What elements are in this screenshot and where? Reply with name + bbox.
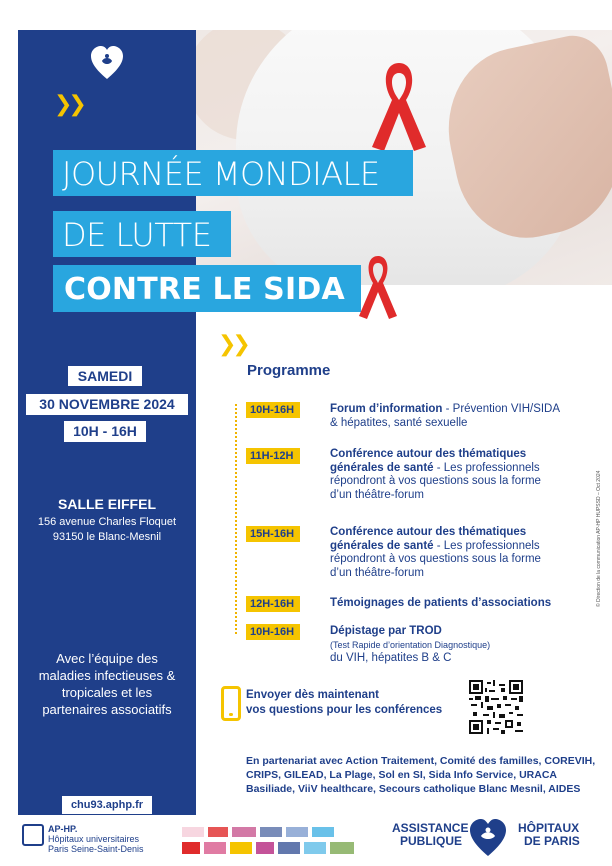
item-desc-2: & hépatites, santé sexuelle xyxy=(330,416,468,429)
venue-address-1: 156 avenue Charles Floquet xyxy=(37,516,177,528)
footer-org-3: Paris Seine-Saint-Denis xyxy=(48,844,144,854)
time-tag: 12H-16H xyxy=(246,596,300,612)
item-title: Conférence autour des thématiques xyxy=(330,526,527,538)
phone-button xyxy=(229,713,233,716)
item-title: Conférence autour des thématiques xyxy=(330,448,527,460)
item-title: Dépistage par TROD xyxy=(330,625,442,637)
event-date: 30 NOVEMBRE 2024 xyxy=(26,394,188,415)
title-line-3: CONTRE LE SIDA xyxy=(53,265,361,312)
time-tag: 11H-12H xyxy=(246,448,300,464)
phone-icon xyxy=(221,686,241,721)
program-item xyxy=(330,625,600,666)
program-item xyxy=(330,526,600,580)
item-title-2: générales de santé xyxy=(330,461,434,474)
aphp-heart-icon xyxy=(90,45,124,81)
timeline-line xyxy=(235,404,237,634)
chevron-double-icon: ❯❯ xyxy=(218,332,247,357)
event-hours: 10H - 16H xyxy=(64,421,146,442)
aphp-right xyxy=(518,822,580,848)
item-title-2: générales de santé xyxy=(330,539,434,552)
chevron-double-icon: ❯❯ xyxy=(54,92,83,117)
cta-text xyxy=(246,688,442,718)
footer-org-1: AP-HP. xyxy=(48,824,78,834)
program-item xyxy=(330,403,600,430)
time-tag: 10H-16H xyxy=(246,624,300,640)
aphp-left-1: ASSISTANCE xyxy=(392,821,469,835)
cta-line-2: vos questions pour les conférences xyxy=(246,704,443,716)
aphp-left-2: PUBLIQUE xyxy=(400,834,463,848)
item-note: (Test Rapide d’orientation Diagnostique) xyxy=(330,639,491,650)
item-desc-3: d’un théâtre-forum xyxy=(330,488,424,501)
program-item xyxy=(330,597,600,611)
red-ribbon-icon xyxy=(364,55,434,155)
red-ribbon-icon xyxy=(354,252,402,322)
team-text: Avec l’équipe des maladies infectieuses & tropicales et les partenaires associatifs xyxy=(38,651,176,717)
partners-text: En partenariat avec Action Traitement, Comité des familles, COREVIH, CRIPS, GILEAD, La Plage, Sol en SI, Sida Info Service, URACA Basiliade, ViiV healthcare, Secours catholique Blanc Mesnil, AIDES xyxy=(246,755,596,795)
item-desc: du VIH, hépatites B & C xyxy=(330,652,452,664)
venue-address-2: 93150 le Blanc-Mesnil xyxy=(52,531,162,543)
time-tag: 15H-16H xyxy=(246,526,300,542)
title-line-2: DE LUTTE xyxy=(53,211,231,257)
program-item xyxy=(330,448,600,502)
credit-text: © Direction de la communication AP-HP HUPSSD – Oct 2024 xyxy=(596,470,602,607)
aphp-left xyxy=(392,822,468,848)
item-desc-2: répondront à vos questions sous la forme xyxy=(330,475,541,487)
aphp-right-1: HÔPITAUX xyxy=(518,821,580,835)
item-desc-3: d’un théâtre-forum xyxy=(330,566,424,579)
item-title: Forum d’information xyxy=(330,403,443,415)
item-desc: - Les professionnels xyxy=(433,539,540,552)
cta-line-1: Envoyer dès maintenant xyxy=(246,689,379,701)
qr-code[interactable] xyxy=(469,680,523,734)
item-title: Témoignages de patients d’associations xyxy=(330,597,552,609)
time-tag: 10H-16H xyxy=(246,402,300,418)
footer-org-2: Hôpitaux universitaires xyxy=(48,834,140,844)
title-line-1: JOURNÉE MONDIALE xyxy=(53,150,413,196)
website-link[interactable]: chu93.aphp.fr xyxy=(62,796,152,814)
aphp-right-2: DE PARIS xyxy=(524,834,580,848)
aphp-logo-icon xyxy=(22,824,44,846)
item-desc: - Prévention VIH/SIDA xyxy=(442,403,561,415)
aphp-heart-icon xyxy=(469,818,507,858)
footer-org xyxy=(48,824,144,854)
event-day: SAMEDI xyxy=(68,366,142,386)
venue-block xyxy=(18,496,196,545)
program-title: Programme xyxy=(247,362,331,379)
partner-logos xyxy=(180,822,360,858)
item-desc: - Les professionnels xyxy=(433,461,540,474)
venue-name: SALLE EIFFEL xyxy=(58,496,156,512)
item-desc-2: répondront à vos questions sous la forme xyxy=(330,553,541,565)
